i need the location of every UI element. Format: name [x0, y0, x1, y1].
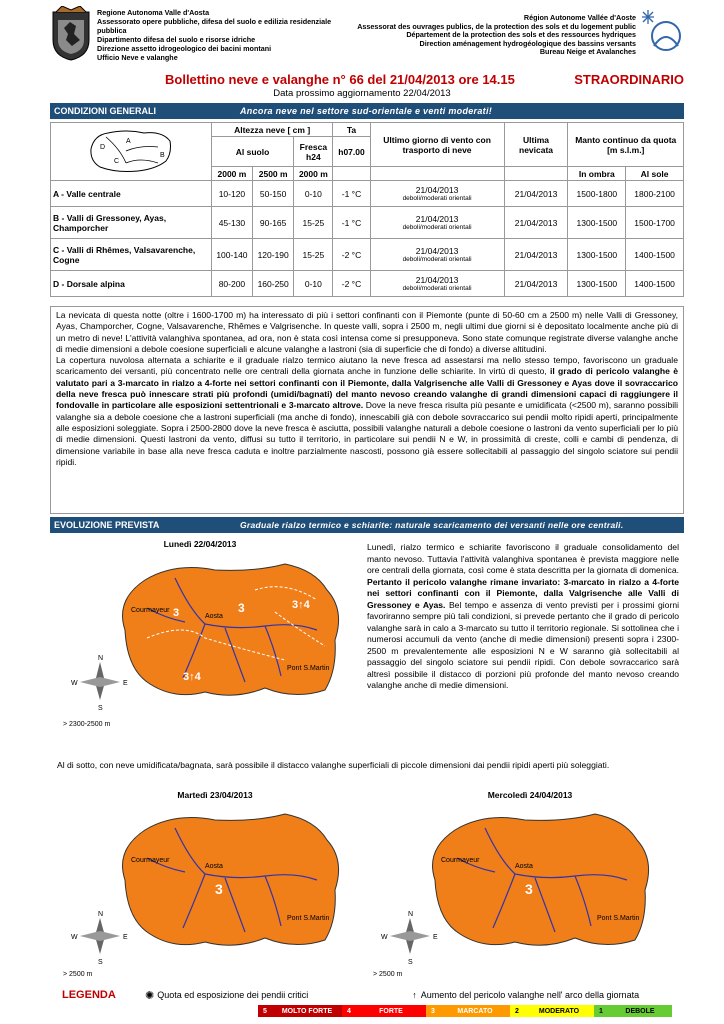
- h-ta: Ta: [333, 123, 370, 137]
- cell-vento: [370, 239, 504, 271]
- cell: 10-120: [211, 181, 252, 207]
- cell: 45-130: [211, 207, 252, 239]
- scale-num-1: 1: [594, 1005, 608, 1017]
- compass-w: W: [381, 934, 388, 941]
- cell: 90-165: [253, 207, 294, 239]
- vento-desc: deboli/moderati orientali: [402, 224, 472, 231]
- scale-num-4: 4: [342, 1005, 356, 1017]
- cell: -1 °C: [333, 207, 370, 239]
- compass-w: W: [71, 680, 78, 687]
- straordinario-label: STRAORDINARIO: [574, 72, 684, 87]
- scale-num-5: 5: [258, 1005, 272, 1017]
- h-h07: h07.00: [333, 137, 370, 167]
- condizioni-band: [50, 103, 684, 119]
- map-monday: [55, 550, 360, 730]
- header-right-line: Direction aménagement hydrogéologique des bassins versants: [419, 38, 636, 48]
- place-label: Aosta: [205, 863, 223, 870]
- cell: 160-250: [253, 271, 294, 297]
- table-row: [51, 239, 684, 271]
- compass-w: W: [71, 934, 78, 941]
- cell: 15-25: [294, 239, 333, 271]
- row-name: D - Dorsale alpina: [51, 271, 212, 297]
- h-2000: 2000 m: [211, 167, 252, 181]
- legend: [50, 988, 684, 1002]
- place-label: Aosta: [205, 613, 223, 620]
- compass-rose-icon: [381, 911, 438, 966]
- cell: 100-140: [211, 239, 252, 271]
- forecast-text: [367, 542, 679, 692]
- svg-text:D: D: [99, 143, 105, 151]
- scale-label-4: FORTE: [356, 1005, 426, 1017]
- compass-rose-icon: [71, 911, 128, 966]
- cell: 1500-1700: [626, 207, 684, 239]
- svg-text:B: B: [159, 151, 165, 159]
- text-span: La copertura nuvolosa alternata a schiarite e il graduale rialzo termico aiutano la neve fresca ad assestarsi ma nello stesso tempo, favoriscono un graduale scaricamento dei versanti, più concentrato nelle ore centrali della giornata anche in funzione delle schiarite. In virtù di questo,: [56, 355, 678, 377]
- cell-vento: [370, 207, 504, 239]
- legend-aumento: Aumento del pericolo valanghe nell' arco della giornata: [420, 990, 640, 1000]
- compass-e: E: [123, 680, 128, 687]
- map1-level: 3↑4: [183, 671, 201, 683]
- cell: 21/04/2013: [504, 181, 568, 207]
- compass-e: E: [123, 934, 128, 941]
- below-text: Al di sotto, con neve umidificata/bagnata, sarà possibile il distacco valanghe superficiali di piccole dimensioni dai pendii ripidi aperti più soleggiati.: [57, 760, 610, 770]
- header-right-line: Bureau Neige et Avalanches: [539, 47, 636, 56]
- cell: 1400-1500: [626, 271, 684, 297]
- map1-level: 3: [238, 601, 245, 615]
- vento-desc: deboli/moderati orientali: [402, 285, 472, 292]
- text-span: Lunedì, rialzo termico e schiarite favoriscono il graduale consolidamento del manto nevoso. Tuttavia l'attività valanghiva spontanea è prevista maggiore nelle ore centrali della giornata, così come è stata descritta per la giornata di domenica.: [367, 542, 679, 575]
- scale-num-3: 3: [426, 1005, 440, 1017]
- conditions-table: [50, 122, 684, 297]
- cell: 80-200: [211, 271, 252, 297]
- h-nevicata: Ultima nevicata: [504, 123, 568, 167]
- evoluzione-headline: Graduale rialzo termico e schiarite: naturale scaricamento dei versanti nelle ore centrali.: [240, 520, 624, 530]
- vento-date: 21/04/2013: [415, 275, 459, 285]
- bulletin-title: Bollettino neve e valanghe n° 66 del 21/04/2013 ore 14.15: [165, 72, 515, 87]
- map3-altitude: > 2500 m: [373, 971, 403, 978]
- general-conditions-text: [50, 306, 684, 514]
- cell: 0-10: [294, 181, 333, 207]
- header-left-line: Dipartimento difesa del suolo e risorse idriche: [97, 35, 256, 44]
- compass-s: S: [98, 959, 103, 966]
- cell: 1500-1800: [568, 181, 626, 207]
- cell: 120-190: [253, 239, 294, 271]
- cell: 1300-1500: [568, 207, 626, 239]
- compass-n: N: [408, 911, 414, 918]
- h-alsuolo: Al suolo: [211, 137, 293, 167]
- cell: -2 °C: [333, 239, 370, 271]
- h-2000b: 2000 m: [294, 167, 333, 181]
- h-manto: Manto continuo da quota [m s.l.m.]: [568, 123, 684, 167]
- condizioni-headline: Ancora neve nel settore sud-orientale e venti moderati!: [240, 106, 493, 116]
- paragraph: La nevicata di questa notte (oltre i 1600-1700 m) ha interessato di più i settori confinanti con il Piemonte (punte di 50-60 cm a 2500 m) nelle Valli di Gressoney, Ayas, Champorcher, Cogne, Valsavarenche, Rhêmes e Valgrisenche. In queste valli, sopra i 2500 m, negli ultimi due giorni si è depositato localmente anche più di un metro di neve! L'attività valanghiva spontanea, ad ora, non è stata così intensa come si presupponeva. Sono state comunque registrate diverse valanghe anche di medie dimensioni a debole coesione superficiali e alcune valanghe a lastroni (sia di superficie che di fondo) a diverse altitudini.: [56, 310, 678, 354]
- map-wednesday: [365, 800, 665, 980]
- text-bold: Pertanto il pericolo valanghe rimane invariato: 3-marcato in rialzo a 4-forte nei settori confinanti con il Piemonte, dalla Valgrisenche alle Valli di Gressoney e Ayas.: [367, 576, 679, 610]
- place-label: Pont S.Martin: [287, 665, 330, 672]
- legend-quota: Quota ed esposizione dei pendii critici: [157, 990, 309, 1000]
- scale-label-1: DEBOLE: [608, 1005, 672, 1017]
- map1-level: 3↑4: [292, 599, 310, 611]
- cell: -2 °C: [333, 271, 370, 297]
- h-2500: 2500 m: [253, 167, 294, 181]
- scale-label-3: MARCATO: [440, 1005, 510, 1017]
- map2-altitude: > 2500 m: [63, 971, 93, 978]
- h-ombra: In ombra: [568, 167, 626, 181]
- scale-label-2: MODERATO: [524, 1005, 594, 1017]
- cell-vento: [370, 271, 504, 297]
- cell: 21/04/2013: [504, 271, 568, 297]
- header-left-line: Direzione assetto idrogeologico dei bacini montani: [97, 44, 272, 53]
- table-row: [51, 271, 684, 297]
- evoluzione-label: EVOLUZIONE PREVISTA: [54, 520, 160, 530]
- cell: 50-150: [253, 181, 294, 207]
- table-row: [51, 207, 684, 239]
- header-left-line: Assessorato opere pubbliche, difesa del suolo e edilizia residenziale pubblica: [97, 17, 332, 35]
- header-right-line: Département de la protection des sols et des ressources hydriques: [406, 30, 636, 39]
- map3-title: Mercoledì 24/04/2013: [487, 790, 573, 800]
- place-label: Pont S.Martin: [287, 915, 330, 922]
- svg-text:C: C: [113, 157, 119, 165]
- header-left-line: Regione Autonoma Valle d'Aosta: [97, 8, 210, 17]
- cell: -1 °C: [333, 181, 370, 207]
- text-span: Dove la neve fresca risulta più pesante e umidificata (<2500 m), saranno possibili valanghe sia a debole coesione che a lastroni superficiali (ma anche di fondo), innescabili già con debole sovraccarico sui pendii molto ripidi aperti, principalmente alle esposizioni soleggiate. Sopra i 2500-2800 dove la neve fresca è asciutta, possibili valanghe naturali a debole coesione o lastroni da vento superficiali per lo più di medie dimensioni. Questi lastroni da vento, diffusi su tutto il territorio, in particolare sui pendii N e W, in prossimità di creste, colli e cambi di pendenza, di dimensione variabile in base alla neve fresca caduta e inoltre parzialmente nascosti, possono già essere sollecitabili al passaggio del singolo sciatore sui pendii ripidi.: [56, 400, 678, 467]
- place-label: Aosta: [515, 863, 533, 870]
- cell: 15-25: [294, 207, 333, 239]
- text-span: Bel tempo e assenza di vento previsti per i prossimi giorni favoriranno sempre più tali condizioni, si prevede pertanto che il grado di pericolo valanghe sarà in calo a 3-marcato su tutto il territorio regionale. Si sottolinea che i numerosi accumuli da vento (anche di medie dimensioni) presenti sopra i 2300-2500 m prevalentemente alle esposizioni N e W saranno già sollecitabili al passaggio del singolo sciatore sui pendii ripidi. Con debole sovraccarico sarà altresì possibile il distacco di porzioni più profonde del manto nevoso creando valanghe anche di medie dimensioni.: [367, 599, 680, 690]
- row-name: A - Valle centrale: [51, 181, 212, 207]
- compass-e: E: [433, 934, 438, 941]
- row-name: B - Valli di Gressoney, Ayas, Champorcher: [51, 207, 212, 239]
- place-label: Pont S.Martin: [597, 915, 640, 922]
- svg-text:A: A: [125, 137, 131, 145]
- cell: 21/04/2013: [504, 239, 568, 271]
- compass-s: S: [408, 959, 413, 966]
- h-altezza: Altezza neve [ cm ]: [211, 123, 333, 137]
- place-label: Courmayeur: [131, 857, 170, 864]
- vento-date: 21/04/2013: [415, 246, 459, 256]
- compass-s: S: [98, 705, 103, 712]
- legend-title: LEGENDA: [62, 989, 116, 1001]
- vento-date: 21/04/2013: [415, 214, 459, 224]
- table-row: [51, 181, 684, 207]
- condizioni-label: CONDIZIONI GENERALI: [54, 106, 157, 116]
- cell-vento: [370, 181, 504, 207]
- map-tuesday: [55, 800, 355, 980]
- cell: 1400-1500: [626, 239, 684, 271]
- header-right-line: Région Autonome Vallée d'Aoste: [523, 13, 636, 22]
- cell: 1300-1500: [568, 271, 626, 297]
- valle-aosta-coat-of-arms-icon: [50, 6, 92, 62]
- text-bold: il grado di pericolo valanghe è valutato pari a 3-marcato in rialzo a 4-forte nei settori confinanti con il Piemonte, dalla Valgrisenche alle Valli di Gressoney e Ayas dove il sovraccarico della neve fresca può innescare strati più profondi (umidi/bagnati) del manto nevoso creando valanghe di grandi dimensioni capaci di raggiungere il fondovalle in particolare alle esposizioni settentrionali e 3-marcato altrove.: [56, 366, 678, 411]
- map2-title: Martedì 23/04/2013: [177, 790, 253, 800]
- vento-desc: deboli/moderati orientali: [402, 195, 472, 202]
- cell: 21/04/2013: [504, 207, 568, 239]
- scale-label-5: MOLTO FORTE: [272, 1005, 342, 1017]
- compass-n: N: [98, 911, 104, 918]
- next-update: Data prossimo aggiornamento 22/04/2013: [273, 88, 451, 99]
- danger-scale: [50, 1004, 684, 1018]
- h-vento: Ultimo giorno di vento con trasporto di neve: [370, 123, 504, 167]
- cell: 1800-2100: [626, 181, 684, 207]
- compass-legend-icon: ✺: [145, 989, 155, 1002]
- header-right-line: Assessorat des ouvrages publics, de la protection des sols et du logement public: [357, 21, 636, 31]
- h-sole: Al sole: [626, 167, 684, 181]
- vento-date: 21/04/2013: [415, 185, 459, 195]
- compass-n: N: [98, 655, 104, 662]
- arrow-up-icon: ↑: [412, 990, 417, 1000]
- cell: 1300-1500: [568, 239, 626, 271]
- vento-desc: deboli/moderati orientali: [402, 256, 472, 263]
- place-label: Courmayeur: [131, 607, 170, 614]
- compass-rose-icon: [71, 655, 128, 712]
- zone-map-icon: [86, 127, 176, 175]
- cell: 0-10: [294, 271, 333, 297]
- evoluzione-band: [50, 517, 684, 533]
- map3-level: 3: [525, 881, 533, 897]
- place-label: Courmayeur: [441, 857, 480, 864]
- map1-altitude: > 2300-2500 m: [63, 721, 111, 728]
- header-right: [216, 14, 636, 57]
- map1-level: 3: [173, 607, 180, 619]
- h-fresca: Fresca h24: [294, 137, 333, 167]
- row-name: C - Valli di Rhêmes, Valsavarenche, Cogne: [51, 239, 212, 271]
- snowflake-logo-icon: [640, 8, 682, 56]
- map2-level: 3: [215, 881, 223, 897]
- scale-num-2: 2: [510, 1005, 524, 1017]
- paragraph: [56, 355, 678, 468]
- header-left-line: Ufficio Neve e valanghe: [97, 53, 178, 62]
- map1-title: Lunedì 22/04/2013: [163, 539, 237, 549]
